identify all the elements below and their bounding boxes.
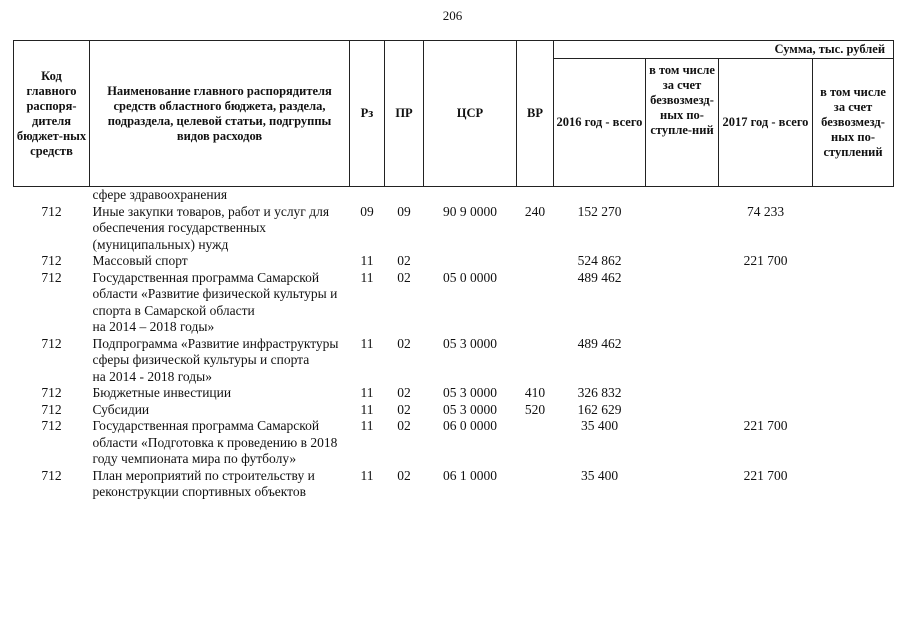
cell-2016-free: [646, 204, 719, 254]
cell-2017-free: [813, 270, 894, 336]
cell-2017-total: 74 233: [746, 203, 785, 219]
cell-csr: [424, 253, 517, 270]
cell-rz: 09: [360, 203, 374, 219]
cell-2017-total: 221 700: [743, 253, 788, 268]
cell-2016-total: 489 462: [577, 335, 622, 351]
header-sum: Сумма, тыс. рублей: [554, 41, 894, 59]
cell-code: 712: [41, 385, 62, 400]
table-row: [14, 336, 894, 386]
cell-name: Иные закупки товаров, работ и услуг для обеспечения государственных (муниципальных) нужд: [92, 203, 330, 252]
table-row: [14, 418, 894, 468]
cell-2016-total: 524 862: [577, 253, 622, 268]
cell-pr: [385, 187, 424, 204]
cell-2016-total: 152 270: [577, 203, 622, 219]
cell-csr: 05 3 0000: [443, 335, 497, 351]
cell-2017-total: 221 700: [743, 418, 788, 433]
cell-code: 712: [41, 269, 62, 285]
cell-2017-free: [813, 253, 894, 270]
cell-code: 712: [41, 401, 62, 417]
cell-code: 712: [41, 203, 62, 219]
cell-vr: [517, 270, 554, 336]
cell-2016-free: [646, 253, 719, 270]
table-row: [14, 402, 894, 419]
cell-2017-free: [813, 385, 894, 402]
cell-2017-total: [719, 385, 813, 402]
table-body: [14, 187, 894, 501]
cell-pr: 02: [397, 385, 411, 400]
cell-rz: 11: [360, 418, 374, 433]
cell-rz: 11: [360, 467, 374, 483]
table-row: [14, 204, 894, 254]
cell-rz: [350, 187, 385, 204]
cell-pr: 02: [397, 269, 411, 285]
cell-name: Государственная программа Самарской области «Подготовка к проведению в 2018 году чемпионата мира по футболу»: [92, 418, 338, 466]
cell-2017-total: [719, 402, 813, 419]
cell-2016-total: 489 462: [577, 269, 622, 285]
cell-vr: 410: [524, 385, 546, 400]
page-number: 206: [442, 8, 463, 23]
cell-rz: 11: [360, 269, 374, 285]
cell-2017-total: 221 700: [743, 467, 788, 483]
cell-code: 712: [41, 335, 62, 351]
header-2016-total: 2016 год - всего: [554, 59, 646, 187]
cell-name: Субсидии: [92, 401, 150, 417]
header-2017-free: в том числе за счет безвозмезд-ных по-ступлений: [813, 59, 894, 187]
header-2016-free: в том числе за счет безвозмезд-ных по-ступле-ний: [646, 59, 719, 187]
cell-code: 712: [41, 467, 62, 483]
cell-2016-free: [646, 385, 719, 402]
cell-rz: 11: [360, 335, 374, 351]
cell-name: Подпрограмма «Развитие инфраструктуры сферы физической культуры и спорта на 2014 - 2018 годы»: [92, 335, 339, 384]
header-pr: ПР: [385, 41, 424, 187]
table-header: [14, 41, 894, 187]
cell-2017-free: [813, 336, 894, 386]
header-csr: ЦСР: [424, 41, 517, 187]
header-2017-total: 2017 год - всего: [719, 59, 813, 187]
table-row: [14, 468, 894, 501]
cell-csr: 06 1 0000: [443, 467, 497, 483]
cell-2016-free: [646, 187, 719, 204]
header-vr: ВР: [517, 41, 554, 187]
header-code: Код главного распоря-дителя бюджет-ных средств: [14, 41, 90, 187]
cell-2016-total: [554, 187, 646, 204]
cell-vr: [517, 468, 554, 501]
cell-name: Бюджетные инвестиции: [92, 385, 232, 400]
cell-vr: 520: [524, 401, 546, 417]
cell-code: [14, 187, 90, 204]
header-rz: Рз: [350, 41, 385, 187]
cell-rz: 11: [360, 401, 374, 417]
cell-vr: [517, 336, 554, 386]
cell-rz: 11: [360, 385, 374, 400]
cell-2017-free: [813, 204, 894, 254]
cell-csr: 05 3 0000: [443, 385, 497, 400]
cell-pr: 02: [397, 467, 411, 483]
cell-csr: 05 3 0000: [443, 401, 497, 417]
cell-vr: [517, 418, 554, 468]
cell-2016-total: 162 629: [577, 401, 622, 417]
cell-pr: 02: [397, 401, 411, 417]
cell-2016-free: [646, 468, 719, 501]
cell-csr: 05 0 0000: [443, 269, 497, 285]
cell-2016-total: 35 400: [580, 418, 619, 433]
cell-code: 712: [41, 253, 62, 268]
cell-pr: 02: [397, 418, 411, 433]
cell-2016-free: [646, 336, 719, 386]
cell-vr: [517, 253, 554, 270]
cell-pr: 02: [397, 335, 411, 351]
cell-2017-free: [813, 418, 894, 468]
cell-csr: 06 0 0000: [443, 418, 497, 433]
table-row: [14, 253, 894, 270]
budget-table: [13, 40, 894, 501]
cell-2016-free: [646, 418, 719, 468]
table-row: [14, 385, 894, 402]
table-row: [14, 187, 894, 204]
cell-2017-total: [719, 270, 813, 336]
cell-name: Массовый спорт: [92, 253, 188, 268]
cell-name: План мероприятий по строительству и реконструкции спортивных объектов: [92, 467, 315, 499]
cell-csr: 90 9 0000: [443, 203, 497, 219]
cell-rz: 11: [360, 253, 374, 268]
cell-2017-free: [813, 187, 894, 204]
cell-vr: 240: [524, 203, 546, 219]
cell-vr: [517, 187, 554, 204]
cell-pr: 09: [397, 203, 411, 219]
cell-2016-free: [646, 402, 719, 419]
cell-pr: 02: [397, 253, 411, 268]
cell-csr: [424, 187, 517, 204]
cell-name: Государственная программа Самарской области «Развитие физической культуры и спорта в Самарской области на 2014 – 2018 годы»: [92, 269, 338, 334]
cell-name: сфере здравоохранения: [92, 187, 228, 202]
cell-2016-total: 326 832: [577, 385, 622, 400]
header-name: Наименование главного распорядителя средств областного бюджета, раздела, подраздела, целевой статьи, подгруппы видов расходов: [90, 41, 350, 187]
cell-2017-total: [719, 336, 813, 386]
cell-2016-total: 35 400: [580, 467, 619, 483]
cell-code: 712: [41, 418, 62, 433]
cell-2017-free: [813, 402, 894, 419]
cell-2016-free: [646, 270, 719, 336]
cell-2017-free: [813, 468, 894, 501]
table-row: [14, 270, 894, 336]
cell-2017-total: [719, 187, 813, 204]
